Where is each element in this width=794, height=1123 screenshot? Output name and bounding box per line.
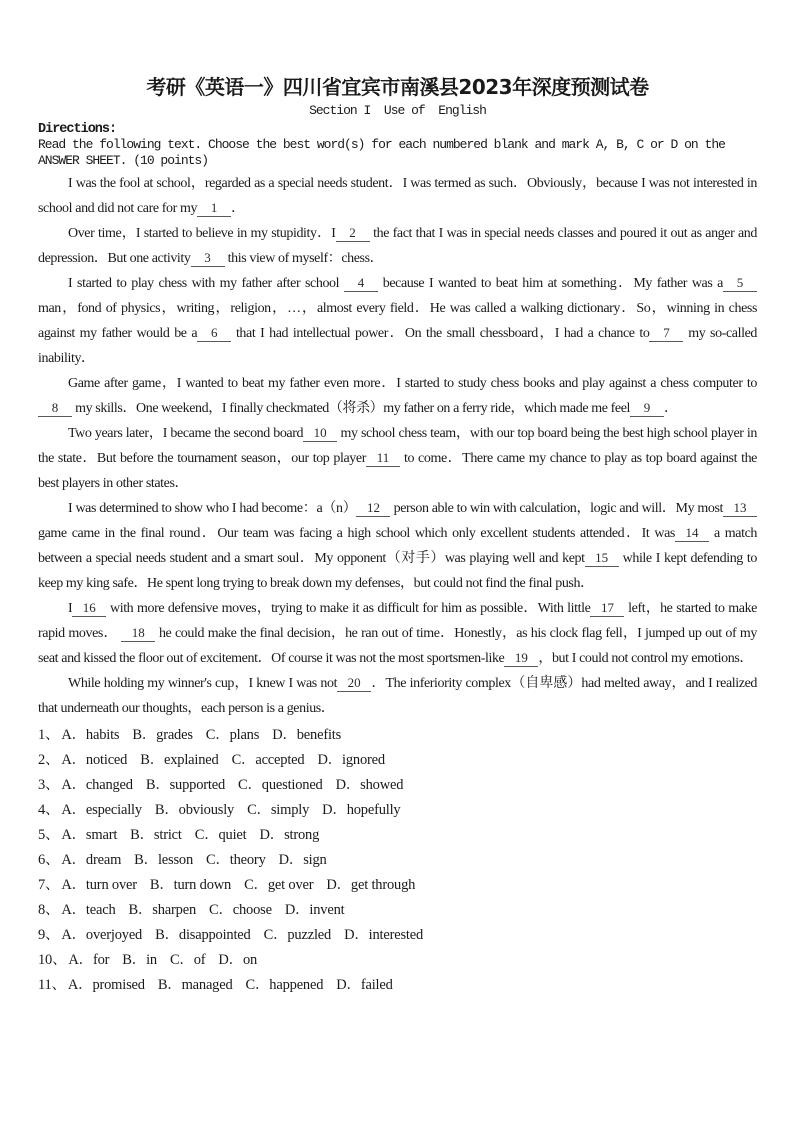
question-9-choice-B: B．disappointed xyxy=(155,927,251,943)
question-6-choice-C: C．theory xyxy=(206,852,266,868)
cloze-blank-7: 7 xyxy=(649,325,683,342)
question-10-choice-A: A．for xyxy=(68,952,110,968)
passage-paragraph-4: Game after game，I wanted to beat my father even more．I started to study chess books and play against a chess computer to8 my skills．One weekend，I finally checkmated（将杀）my father on a ferry ride，which made me feel 9 ． xyxy=(38,371,757,421)
question-11-choice-B: B．managed xyxy=(157,977,233,993)
question-9 xyxy=(38,923,757,948)
question-4-choice-C: C．simply xyxy=(247,802,310,818)
question-3-choice-D: D．showed xyxy=(335,777,404,793)
question-2-choice-D: D．ignored xyxy=(317,752,385,768)
cloze-blank-17: 17 xyxy=(590,600,624,617)
question-8 xyxy=(38,898,757,923)
question-7-choice-B: B．turn down xyxy=(149,877,232,893)
question-7-choice-D: D．get through xyxy=(326,877,416,893)
question-3-choice-B: B．supported xyxy=(145,777,226,793)
question-3-choice-A: A．changed xyxy=(61,777,133,793)
passage-paragraph-5: Two years later，I became the second board 10 my school chess team，with our top board being the best high school player in the state．But before the tournament season，our top player 11 to come．There came my chance to play as top board against the best players in other states． xyxy=(38,425,757,491)
cloze-blank-18: 18 xyxy=(121,625,155,642)
question-11-choice-A: A．promised xyxy=(67,977,145,993)
cloze-blank-8: 8 xyxy=(38,400,72,417)
question-8-choice-D: D．invent xyxy=(284,902,345,918)
cloze-blank-5: 5 xyxy=(723,275,757,292)
directions-block xyxy=(38,122,757,168)
cloze-blank-2: 2 xyxy=(336,225,370,242)
question-2-choice-C: C．accepted xyxy=(231,752,305,768)
cloze-blank-12: 12 xyxy=(356,500,390,517)
passage-paragraph-8: While holding my winner's cup，I knew I was not 20 ．The inferiority complex（自卑感）had melted away，and I realized that underneath our thoughts，each person is a genius． xyxy=(38,675,757,716)
cloze-blank-6: 6 xyxy=(197,325,231,342)
question-2-choice-B: B．explained xyxy=(140,752,219,768)
directions-line: ANSWER SHEET. (10 points) xyxy=(38,152,209,168)
cloze-blank-19: 19 xyxy=(504,650,538,667)
cloze-blank-11: 11 xyxy=(366,450,400,467)
question-5-choice-D: D．strong xyxy=(259,827,320,843)
question-6-choice-B: B．lesson xyxy=(134,852,193,868)
question-number: 1、 xyxy=(38,727,60,743)
page-title: 考研《英语一》四川省宜宾市南溪县2023年深度预测试卷 xyxy=(146,75,649,99)
question-1-choice-A: A．habits xyxy=(61,727,120,743)
question-number: 5、 xyxy=(38,827,60,843)
question-10-choice-D: D．on xyxy=(218,952,258,968)
question-8-choice-A: A．teach xyxy=(61,902,116,918)
question-5-choice-B: B．strict xyxy=(130,827,182,843)
question-9-choice-C: C．puzzled xyxy=(263,927,332,943)
cloze-passage xyxy=(38,171,757,721)
passage-paragraph-7: I 16 with more defensive moves，trying to make it as difficult for him as possible．With little 17 left，he started to make rapid moves． 18 he could make the final decision，he ran out of time．Honestly，as his clock flag fell，I jumped up out of my seat and kissed the floor out of excitement．Of course it was not the most sportsmen-like 19 ，but I could not control my emotions． xyxy=(38,600,758,666)
passage-paragraph-3: I started to play chess with my father after school 4 because I wanted to beat him at something．My father was a 5 man，fond of physics，writing，religion，…，almost every field．He was called a walking dictionary．So，winning in chess against my father would be a 6 that I had intellectual power．On the small chessboard，I had a chance to 7 my so-called inability． xyxy=(38,275,757,366)
question-5-choice-A: A．smart xyxy=(61,827,118,843)
question-3-choice-C: C．questioned xyxy=(238,777,323,793)
question-8-choice-B: B．sharpen xyxy=(128,902,196,918)
cloze-blank-9: 9 xyxy=(630,400,664,417)
question-11-choice-D: D．failed xyxy=(336,977,393,993)
question-1-choice-B: B．grades xyxy=(132,727,193,743)
questions-list xyxy=(38,723,757,998)
cloze-blank-16: 16 xyxy=(72,600,106,617)
question-4-choice-D: D．hopefully xyxy=(322,802,401,818)
question-6 xyxy=(38,848,757,873)
question-1 xyxy=(38,723,757,748)
question-1-choice-D: D．benefits xyxy=(272,727,342,743)
question-8-choice-C: C．choose xyxy=(209,902,272,918)
question-5 xyxy=(38,823,757,848)
question-4 xyxy=(38,798,757,823)
passage-paragraph-1: I was the fool at school，regarded as a special needs student．I was termed as such．Obviously，because I was not interested in school and did not care for my 1 ． xyxy=(38,176,757,216)
question-7 xyxy=(38,873,757,898)
section-heading: Section I Use of English xyxy=(309,103,486,118)
question-number: 9、 xyxy=(38,927,60,943)
question-6-choice-D: D．sign xyxy=(278,852,327,868)
directions-label: Directions: xyxy=(38,122,117,137)
question-number: 4、 xyxy=(38,802,60,818)
question-number: 11、 xyxy=(38,977,66,993)
question-7-choice-A: A．turn over xyxy=(61,877,137,893)
question-2-choice-A: A．noticed xyxy=(61,752,128,768)
passage-paragraph-6: I was determined to show who I had become：a（n） 12 person able to win with calculation，logic and will．My most 13 game came in the final round．Our team was facing a high school which only excellent students attended．It was 14 a match between a special needs student and a smart soul．My opponent（对手）was playing well and kept 15 while I kept defending to keep my king safe．He spent long trying to break down my defenses，but could not find the final push． xyxy=(38,500,758,591)
question-10-choice-C: C．of xyxy=(169,952,206,968)
question-9-choice-A: A．overjoyed xyxy=(61,927,143,943)
question-3 xyxy=(38,773,757,798)
cloze-blank-13: 13 xyxy=(723,500,757,517)
question-number: 8、 xyxy=(38,902,60,918)
passage-paragraph-2: Over time，I started to believe in my stupidity．I 2 the fact that I was in special needs classes and poured it out as anger and depression．But one activity 3 this view of myself：chess． xyxy=(38,225,757,266)
question-7-choice-C: C．get over xyxy=(244,877,314,893)
question-11 xyxy=(38,973,757,998)
cloze-blank-4: 4 xyxy=(344,275,378,292)
cloze-blank-10: 10 xyxy=(303,425,337,442)
question-number: 7、 xyxy=(38,877,60,893)
question-1-choice-C: C．plans xyxy=(205,727,260,743)
question-number: 10、 xyxy=(38,952,67,968)
cloze-blank-20: 20 xyxy=(337,675,371,692)
question-number: 6、 xyxy=(38,852,60,868)
cloze-blank-14: 14 xyxy=(675,525,709,542)
question-11-choice-C: C．happened xyxy=(245,977,324,993)
question-4-choice-A: A．especially xyxy=(61,802,142,818)
directions-text xyxy=(38,137,757,168)
question-9-choice-D: D．interested xyxy=(344,927,424,943)
question-6-choice-A: A．dream xyxy=(61,852,122,868)
question-5-choice-C: C．quiet xyxy=(194,827,247,843)
question-number: 2、 xyxy=(38,752,60,768)
cloze-blank-15: 15 xyxy=(585,550,619,567)
question-10 xyxy=(38,948,757,973)
cloze-blank-1: 1 xyxy=(197,200,231,217)
question-4-choice-B: B．obviously xyxy=(154,802,235,818)
question-number: 3、 xyxy=(38,777,60,793)
question-10-choice-B: B．in xyxy=(122,952,157,968)
directions-line: Read the following text. Choose the best word(s) for each numbered blank and mark A, B, C or D on the xyxy=(38,137,725,152)
question-2 xyxy=(38,748,757,773)
cloze-blank-3: 3 xyxy=(191,250,225,267)
